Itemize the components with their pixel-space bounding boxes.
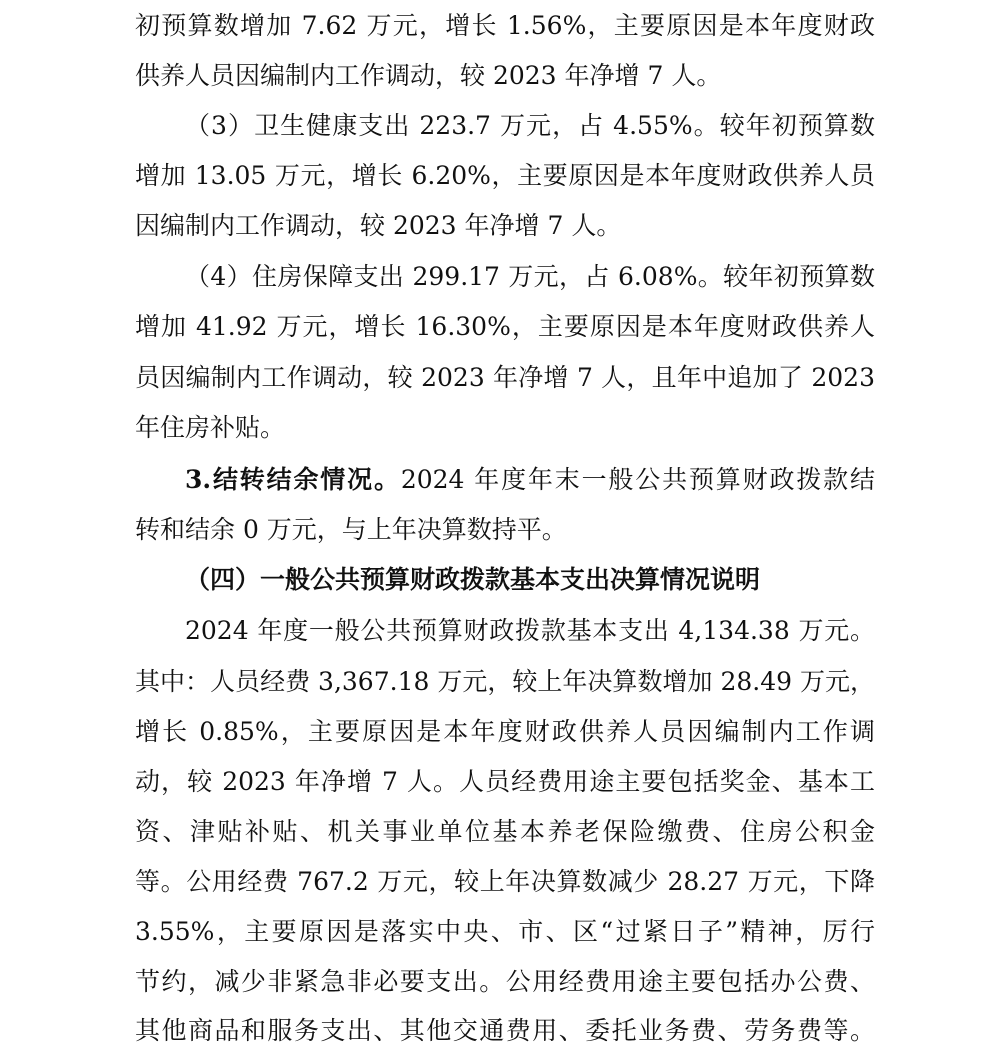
text-line: 增加 13.05 万元，增长 6.20%，主要原因是本年度财政供养人员 xyxy=(135,161,875,190)
carryover-heading: 3.结转结余情况。 xyxy=(185,465,401,494)
text-line: 动，较 2023 年净增 7 人。人员经费用途主要包括奖金、基本工 xyxy=(135,767,875,796)
text-line: 因编制内工作调动，较 2023 年净增 7 人。 xyxy=(135,211,622,240)
text-line: 2024 年度一般公共预算财政拨款基本支出 4,134.38 万元。 xyxy=(185,616,875,645)
section-heading: （四）一般公共预算财政拨款基本支出决算情况说明 xyxy=(185,565,761,594)
carryover-text: 2024 年度年末一般公共预算财政拨款结 xyxy=(400,465,875,494)
text-line: 员因编制内工作调动，较 2023 年净增 7 人，且年中追加了 2023 xyxy=(135,363,875,392)
text-line: 等。公用经费 767.2 万元，较上年决算数减少 28.27 万元，下降 xyxy=(135,867,875,896)
text-line: 3.55%，主要原因是落实中央、市、区“过紧日子”精神，厉行 xyxy=(135,917,875,946)
text-line: 增长 0.85%，主要原因是本年度财政供养人员因编制内工作调 xyxy=(135,717,875,746)
text-line: 节约，减少非紧急非必要支出。公用经费用途主要包括办公费、 xyxy=(135,967,875,996)
text-line: 供养人员因编制内工作调动，较 2023 年净增 7 人。 xyxy=(135,61,722,90)
text-line: 资、津贴补贴、机关事业单位基本养老保险缴费、住房公积金 xyxy=(135,817,875,846)
text-line: 其他商品和服务支出、其他交通费用、委托业务费、劳务费等。 xyxy=(135,1016,875,1045)
text-line: （4）住房保障支出 299.17 万元，占 6.08%。较年初预算数 xyxy=(185,262,875,291)
text-line: 转和结余 0 万元，与上年决算数持平。 xyxy=(135,515,567,544)
text-line: （3）卫生健康支出 223.7 万元，占 4.55%。较年初预算数 xyxy=(185,111,875,140)
carryover-paragraph-first-line xyxy=(185,455,875,505)
text-line: 年住房补贴。 xyxy=(135,413,286,442)
text-line: 其中：人员经费 3,367.18 万元，较上年决算数增加 28.49 万元， xyxy=(135,667,875,696)
text-line: 初预算数增加 7.62 万元，增长 1.56%，主要原因是本年度财政 xyxy=(135,11,875,40)
text-line: 增加 41.92 万元，增长 16.30%，主要原因是本年度财政供养人 xyxy=(135,312,875,341)
